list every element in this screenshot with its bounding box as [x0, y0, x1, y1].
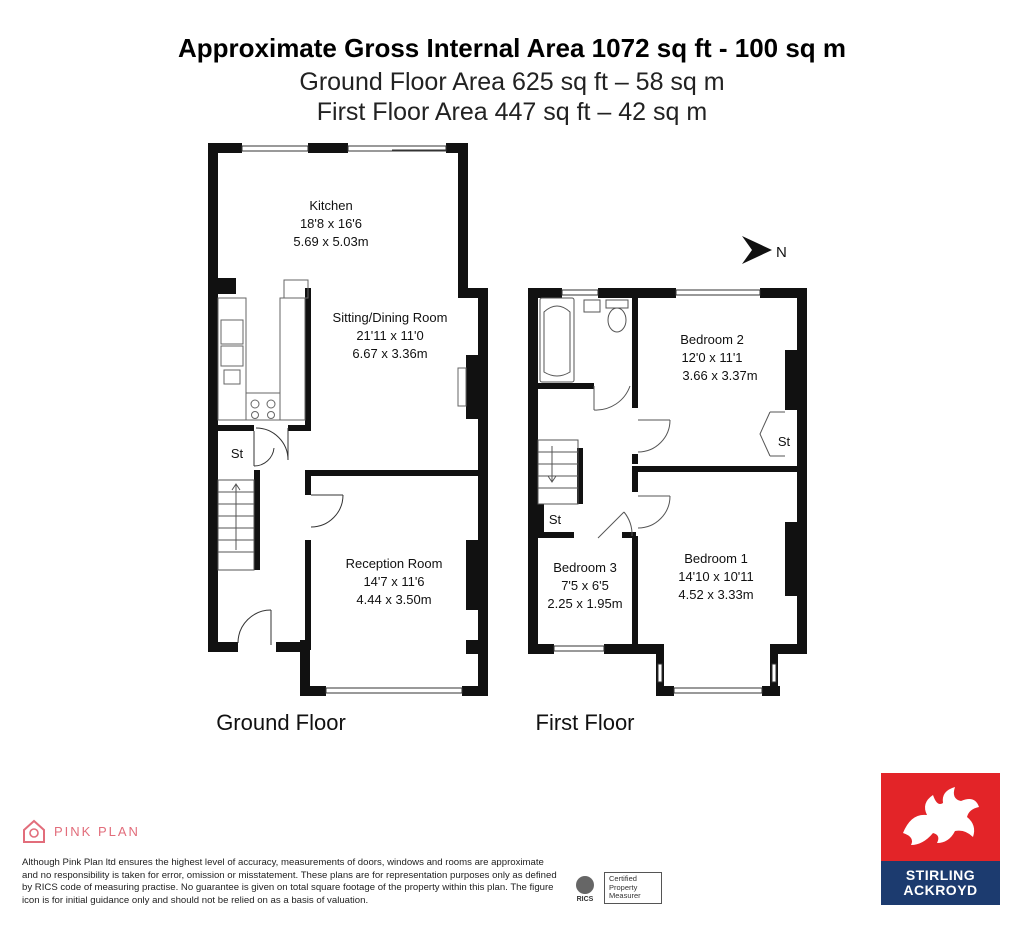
reception-room-metric: 4.44 x 3.50m [356, 592, 432, 607]
stirling-ackroyd-logo [881, 773, 1000, 905]
rics-icon [570, 873, 600, 903]
griffin-logo-icon [881, 773, 1000, 861]
sitting-room-imperial: 21'11 x 11'0 [356, 328, 424, 343]
kitchen-metric: 5.69 x 5.03m [293, 234, 369, 249]
disclaimer-text: Although Pink Plan ltd ensures the highest level of accuracy, measurements of doors, windows and rooms are approximate and no responsibility is taken for error, omission or misstatement. These plans are for representation purposes only as defined by RICS code of measuring practise. No guarantee is given on total square footage of the property within this plan. The figure icon is for initial guidance only and should not be relied on as a basis of valuation. [22, 857, 557, 906]
pink-plan-logo [22, 818, 140, 844]
bedroom1-imperial: 14'10 x 10'11 [678, 569, 754, 584]
total-area-title: Approximate Gross Internal Area 1072 sq ft - 100 sq m [177, 33, 847, 63]
house-logo-icon [22, 818, 46, 844]
bedroom3-metric: 2.25 x 1.95m [547, 596, 623, 611]
rics-badge [570, 872, 662, 904]
north-arrow-icon [742, 236, 772, 264]
agent-name-line1: STIRLING [905, 867, 976, 883]
bedroom2-store-label: St [777, 434, 791, 449]
kitchen-label: Kitchen [309, 198, 353, 213]
ground-floor-area: Ground Floor Area 625 sq ft – 58 sq m [299, 68, 725, 96]
pink-plan-name: PINK PLAN [54, 823, 140, 839]
bedroom3-imperial: 7'5 x 6'5 [561, 578, 609, 593]
first-floor-label: First Floor [535, 710, 635, 735]
rics-certified-text: Certified Property Measurer [604, 872, 662, 904]
ground-store-label: St [230, 446, 244, 461]
reception-room-imperial: 14'7 x 11'6 [363, 574, 425, 589]
bedroom3-label: Bedroom 3 [553, 560, 617, 575]
landing-store-label: St [548, 512, 562, 527]
kitchen-imperial: 18'8 x 16'6 [299, 216, 363, 231]
bedroom2-metric: 3.66 x 3.37m [682, 368, 758, 383]
reception-room-label: Reception Room [345, 556, 443, 571]
bedroom1-metric: 4.52 x 3.33m [678, 587, 754, 602]
rics-text: RICS [576, 895, 594, 903]
first-floor-area: First Floor Area 447 sq ft – 42 sq m [316, 98, 708, 126]
north-label: N [776, 244, 787, 261]
ground-floor-plan [208, 143, 488, 735]
sitting-room-label: Sitting/Dining Room [332, 310, 448, 325]
agent-name-line2: ACKROYD [903, 882, 978, 898]
bedroom2-label: Bedroom 2 [680, 332, 744, 347]
bedroom2-imperial: 12'0 x 11'1 [681, 350, 743, 365]
first-floor-plan [528, 288, 807, 735]
sitting-room-metric: 6.67 x 3.36m [352, 346, 428, 361]
ground-floor-label: Ground Floor [216, 710, 346, 735]
bedroom1-label: Bedroom 1 [684, 551, 748, 566]
